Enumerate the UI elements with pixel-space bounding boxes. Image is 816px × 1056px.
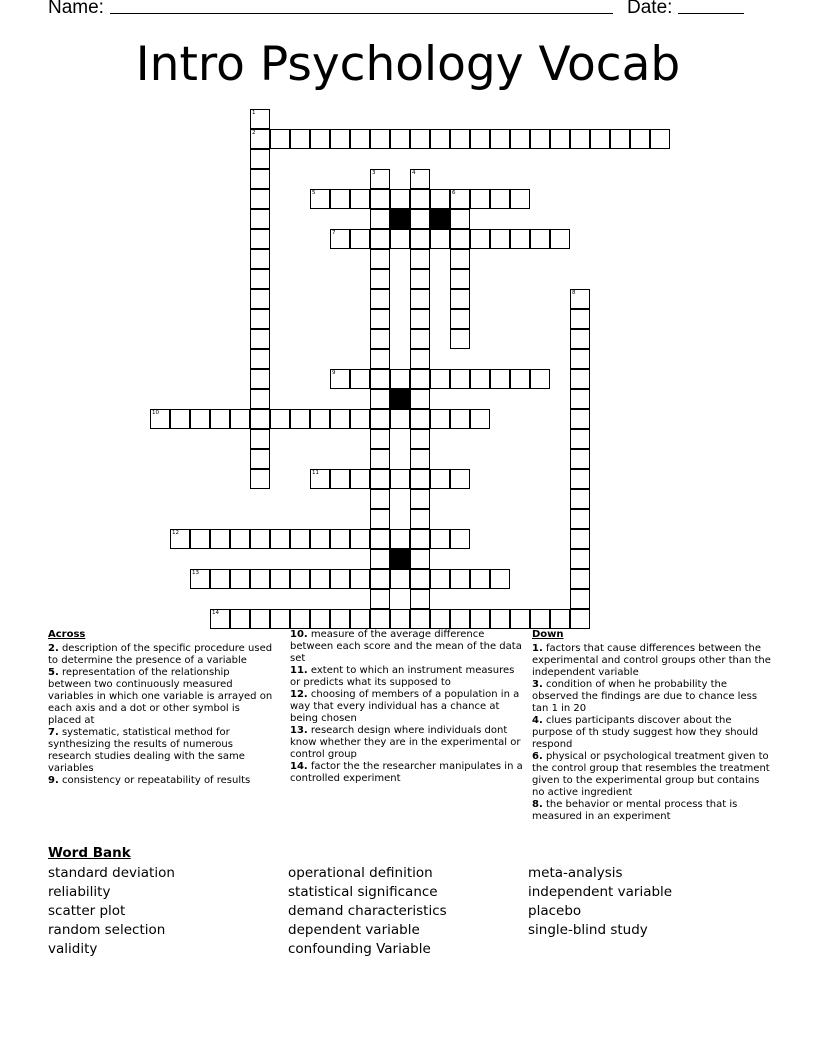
crossword-cell[interactable]	[330, 609, 350, 629]
down-heading: Down	[532, 629, 564, 640]
crossword-cell[interactable]	[310, 409, 330, 429]
crossword-cell[interactable]	[250, 169, 270, 189]
crossword-cell[interactable]	[410, 229, 430, 249]
clue-number: 2	[252, 130, 256, 136]
crossword-cell[interactable]	[350, 129, 370, 149]
crossword-cell[interactable]	[270, 529, 290, 549]
crossword-cell[interactable]	[170, 529, 190, 549]
crossword-cell[interactable]	[410, 209, 430, 229]
crossword-cell[interactable]	[250, 249, 270, 269]
crossword-cell[interactable]	[410, 169, 430, 189]
crossword-cell[interactable]	[310, 129, 330, 149]
crossword-cell[interactable]	[550, 229, 570, 249]
crossword-cell[interactable]	[410, 369, 430, 389]
crossword-cell[interactable]	[330, 469, 350, 489]
clue-number: 5	[312, 190, 316, 196]
crossword-cell[interactable]	[570, 389, 590, 409]
crossword-cell[interactable]	[210, 409, 230, 429]
crossword-cell[interactable]	[150, 409, 170, 429]
crossword-cell[interactable]	[250, 389, 270, 409]
crossword-cell[interactable]	[250, 369, 270, 389]
crossword-cell[interactable]	[330, 229, 350, 249]
crossword-cell[interactable]	[370, 289, 390, 309]
crossword-cell[interactable]	[410, 309, 430, 329]
crossword-cell[interactable]	[410, 529, 430, 549]
crossword-cell[interactable]	[250, 229, 270, 249]
crossword-cell[interactable]	[510, 609, 530, 629]
crossword-cell[interactable]	[410, 349, 430, 369]
crossword-cell[interactable]	[370, 329, 390, 349]
crossword-cell[interactable]	[390, 409, 410, 429]
crossword-cell[interactable]	[310, 469, 330, 489]
crossword-cell[interactable]	[250, 469, 270, 489]
crossword-cell[interactable]	[450, 269, 470, 289]
crossword-cell[interactable]	[610, 129, 630, 149]
crossword-cell[interactable]	[330, 409, 350, 429]
crossword-cell[interactable]	[170, 409, 190, 429]
clue-across-10: 10. measure of the average difference between each score and the mean of the data set	[290, 629, 522, 664]
crossword-cell[interactable]	[410, 409, 430, 429]
crossword-cell[interactable]	[330, 569, 350, 589]
crossword-cell[interactable]	[350, 609, 370, 629]
clue-down-3: 3. condition of when he probability the observed the findings are due to chance less tan 1 in 20	[532, 679, 758, 714]
crossword-cell[interactable]	[430, 529, 450, 549]
crossword-cell[interactable]	[470, 189, 490, 209]
crossword-cell[interactable]	[410, 329, 430, 349]
crossword-cell[interactable]	[410, 389, 430, 409]
crossword-cell[interactable]	[390, 609, 410, 629]
crossword-cell[interactable]	[570, 129, 590, 149]
crossword-cell[interactable]	[410, 609, 430, 629]
crossword-cell[interactable]	[370, 489, 390, 509]
word-bank-item: placebo	[528, 903, 582, 919]
crossword-cell[interactable]	[470, 409, 490, 429]
word-bank-col-1	[48, 864, 175, 959]
crossword-cell[interactable]	[370, 249, 390, 269]
word-bank-item: statistical significance	[288, 884, 438, 900]
crossword-cell[interactable]	[330, 189, 350, 209]
crossword-cell[interactable]	[370, 529, 390, 549]
crossword-cell[interactable]	[370, 569, 390, 589]
crossword-cell[interactable]	[190, 569, 210, 589]
crossword-cell[interactable]	[250, 189, 270, 209]
clue-number: 4	[412, 170, 416, 176]
crossword-cell[interactable]	[570, 349, 590, 369]
crossword-cell[interactable]	[370, 389, 390, 409]
word-bank-item: demand characteristics	[288, 903, 447, 919]
crossword-cell[interactable]	[210, 529, 230, 549]
page-title: Intro Psychology Vocab	[135, 37, 681, 92]
crossword-cell[interactable]	[370, 429, 390, 449]
crossword-cell[interactable]	[510, 229, 530, 249]
crossword-cell[interactable]	[470, 229, 490, 249]
crossword-cell[interactable]	[430, 609, 450, 629]
crossword-cell[interactable]	[570, 289, 590, 309]
crossword-cell[interactable]	[470, 129, 490, 149]
clue-number: 14	[212, 610, 219, 616]
clue-number: 3	[372, 170, 376, 176]
crossword-cell[interactable]	[430, 229, 450, 249]
black-square	[390, 209, 410, 229]
crossword-cell[interactable]	[370, 189, 390, 209]
word-bank-item: meta-analysis	[528, 865, 623, 881]
crossword-cell[interactable]	[250, 449, 270, 469]
crossword-cell[interactable]	[470, 369, 490, 389]
crossword-cell[interactable]	[210, 569, 230, 589]
clue-across-7: 7. systematic, statistical method for synthesizing the results of numerous research studies dealing with the same variables	[48, 727, 245, 774]
crossword-cell[interactable]	[570, 569, 590, 589]
crossword-cell[interactable]	[490, 569, 510, 589]
clue-across-12: 12. choosing of members of a population in a way that every individual has a chance at being chosen	[290, 689, 520, 724]
date-label: Date:	[627, 0, 673, 18]
crossword-cell[interactable]	[570, 329, 590, 349]
crossword-cell[interactable]	[410, 289, 430, 309]
clue-down-6: 6. physical or psychological treatment given to the control group that resembles the treatment given to the experimental group but contains no active ingredient	[532, 751, 770, 798]
crossword-cell[interactable]	[430, 129, 450, 149]
crossword-cell[interactable]	[570, 509, 590, 529]
clue-down-4: 4. clues participants discover about the purpose of th study suggest how they should respond	[532, 715, 759, 750]
crossword-cell[interactable]	[570, 489, 590, 509]
crossword-cell[interactable]	[390, 529, 410, 549]
crossword-cell[interactable]	[450, 209, 470, 229]
crossword-cell[interactable]	[390, 569, 410, 589]
crossword-cell[interactable]	[390, 469, 410, 489]
crossword-cell[interactable]	[410, 249, 430, 269]
crossword-cell[interactable]	[650, 129, 670, 149]
crossword-cell[interactable]	[370, 469, 390, 489]
crossword-cell[interactable]	[490, 609, 510, 629]
crossword-cell[interactable]	[450, 469, 470, 489]
clue-number: 9	[332, 370, 336, 376]
word-bank-item: validity	[48, 941, 98, 957]
crossword-cell[interactable]	[250, 129, 270, 149]
crossword-cell[interactable]	[310, 189, 330, 209]
crossword-cell[interactable]	[450, 529, 470, 549]
crossword-cell[interactable]	[350, 369, 370, 389]
down-clues	[532, 629, 772, 823]
crossword-cell[interactable]	[250, 609, 270, 629]
crossword-cell[interactable]	[410, 129, 430, 149]
crossword-cell[interactable]	[370, 449, 390, 469]
crossword-cell[interactable]	[370, 509, 390, 529]
crossword-cell[interactable]	[310, 609, 330, 629]
crossword-cell[interactable]	[350, 569, 370, 589]
crossword-cell[interactable]	[450, 609, 470, 629]
word-bank-col-2	[288, 864, 447, 959]
name-label: Name:	[48, 0, 104, 18]
crossword-cell[interactable]	[570, 369, 590, 389]
crossword-cell[interactable]	[410, 589, 430, 609]
word-bank-col-3	[528, 864, 672, 940]
word-bank-item: reliability	[48, 884, 111, 900]
crossword-cell[interactable]	[450, 329, 470, 349]
crossword-cell[interactable]	[410, 469, 430, 489]
crossword-cell[interactable]	[390, 369, 410, 389]
black-square	[390, 389, 410, 409]
crossword-cell[interactable]	[490, 369, 510, 389]
crossword-cell[interactable]	[250, 429, 270, 449]
crossword-cell[interactable]	[370, 409, 390, 429]
crossword-cell[interactable]	[450, 129, 470, 149]
across-clues-col1	[48, 629, 274, 787]
crossword-cell[interactable]	[530, 129, 550, 149]
crossword-cell[interactable]	[370, 369, 390, 389]
clue-number: 12	[172, 530, 179, 536]
word-bank-title: Word Bank	[48, 845, 131, 861]
crossword-cell[interactable]	[570, 309, 590, 329]
crossword-cell[interactable]	[330, 369, 350, 389]
crossword-cell[interactable]	[310, 529, 330, 549]
crossword-cell[interactable]	[450, 189, 470, 209]
crossword-cell[interactable]	[230, 609, 250, 629]
crossword-cell[interactable]	[570, 429, 590, 449]
crossword-cell[interactable]	[290, 569, 310, 589]
crossword-cell[interactable]	[350, 409, 370, 429]
crossword-cell[interactable]	[450, 409, 470, 429]
crossword-cell[interactable]	[530, 369, 550, 389]
crossword-cell[interactable]	[190, 529, 210, 549]
crossword-cell[interactable]	[290, 609, 310, 629]
crossword-cell[interactable]	[370, 269, 390, 289]
crossword-cell[interactable]	[370, 209, 390, 229]
word-bank-item: operational definition	[288, 865, 433, 881]
clue-number: 13	[192, 570, 199, 576]
crossword-cell[interactable]	[630, 129, 650, 149]
crossword-cell[interactable]	[270, 569, 290, 589]
crossword-cell[interactable]	[250, 309, 270, 329]
crossword-cell[interactable]	[450, 569, 470, 589]
crossword-cell[interactable]	[430, 409, 450, 429]
crossword-cell[interactable]	[450, 369, 470, 389]
word-bank-item: random selection	[48, 922, 166, 938]
crossword-cell[interactable]	[370, 169, 390, 189]
crossword-cell[interactable]	[410, 189, 430, 209]
word-bank-item: confounding Variable	[288, 941, 431, 957]
crossword-cell[interactable]	[450, 289, 470, 309]
clue-across-13: 13. research design where individuals dont know whether they are in the experimental or control group	[290, 725, 521, 760]
crossword-cell[interactable]	[350, 529, 370, 549]
word-bank	[48, 845, 788, 957]
crossword-cell[interactable]	[350, 229, 370, 249]
crossword-cell[interactable]	[570, 609, 590, 629]
crossword-cell[interactable]	[370, 229, 390, 249]
crossword-cell[interactable]	[570, 589, 590, 609]
crossword-cell[interactable]	[430, 469, 450, 489]
crossword-cell[interactable]	[410, 509, 430, 529]
crossword-cell[interactable]	[230, 409, 250, 429]
word-bank-item: standard deviation	[48, 865, 175, 881]
clue-across-2: 2. description of the specific procedure used to determine the presence of a variable	[48, 643, 273, 666]
crossword-cell[interactable]	[390, 229, 410, 249]
across-clues-col2	[290, 629, 526, 785]
crossword-cell[interactable]	[250, 149, 270, 169]
crossword-cell[interactable]	[450, 229, 470, 249]
crossword-cell[interactable]	[410, 489, 430, 509]
crossword-cell[interactable]	[390, 189, 410, 209]
crossword-cell[interactable]	[430, 189, 450, 209]
across-heading: Across	[48, 629, 86, 640]
word-bank-item: independent variable	[528, 884, 673, 900]
clue-number: 1	[252, 110, 256, 116]
crossword-cell[interactable]	[570, 449, 590, 469]
crossword-cell[interactable]	[310, 569, 330, 589]
crossword-cell[interactable]	[510, 129, 530, 149]
crossword-cell[interactable]	[430, 569, 450, 589]
crossword-cell[interactable]	[370, 609, 390, 629]
crossword-cell[interactable]	[410, 269, 430, 289]
crossword-cell[interactable]	[290, 129, 310, 149]
crossword-cell[interactable]	[250, 329, 270, 349]
crossword-cell[interactable]	[570, 529, 590, 549]
crossword-cell[interactable]	[490, 189, 510, 209]
crossword-cell[interactable]	[330, 129, 350, 149]
crossword-cell[interactable]	[530, 229, 550, 249]
crossword-cell[interactable]	[250, 109, 270, 129]
crossword-cell[interactable]	[430, 369, 450, 389]
clue-across-5: 5. representation of the relationship between two continuously measured variables in which one variable is arrayed on each axis and a dot or other symbol is placed at	[48, 667, 273, 726]
crossword-cell[interactable]	[370, 129, 390, 149]
crossword-cell[interactable]	[230, 569, 250, 589]
black-square	[430, 209, 450, 229]
word-bank-item: single-blind study	[528, 922, 648, 938]
clue-number: 6	[452, 190, 456, 196]
crossword-cell[interactable]	[210, 609, 230, 629]
clue-number: 8	[572, 290, 576, 296]
clue-across-11: 11. extent to which an instrument measures or predicts what its supposed to	[290, 665, 515, 688]
crossword-cell[interactable]	[490, 229, 510, 249]
crossword-cell[interactable]	[550, 129, 570, 149]
crossword-cell[interactable]	[410, 549, 430, 569]
crossword-cell[interactable]	[410, 429, 430, 449]
crossword-cell[interactable]	[270, 129, 290, 149]
crossword-cell[interactable]	[370, 549, 390, 569]
crossword-cell[interactable]	[270, 609, 290, 629]
crossword-cell[interactable]	[230, 529, 250, 549]
crossword-cell[interactable]	[350, 189, 370, 209]
crossword-cell[interactable]	[250, 269, 270, 289]
clue-down-1: 1. factors that cause differences between the experimental and control groups other than the independent variable	[532, 643, 771, 678]
crossword-cell[interactable]	[370, 589, 390, 609]
crossword-cell[interactable]	[390, 129, 410, 149]
crossword-cell[interactable]	[410, 569, 430, 589]
clue-across-9: 9. consistency or repeatability of results	[48, 775, 251, 786]
crossword-cell[interactable]	[530, 609, 550, 629]
crossword-cell[interactable]	[410, 449, 430, 469]
crossword-cell[interactable]	[250, 409, 270, 429]
clue-across-14: 14. factor the the researcher manipulates in a controlled experiment	[290, 761, 523, 784]
crossword-cell[interactable]	[570, 469, 590, 489]
crossword-cell[interactable]	[250, 349, 270, 369]
clue-number: 11	[312, 470, 319, 476]
crossword-cell[interactable]	[250, 529, 270, 549]
crossword-cell[interactable]	[190, 409, 210, 429]
black-square	[390, 549, 410, 569]
crossword-cell[interactable]	[290, 529, 310, 549]
crossword-cell[interactable]	[450, 249, 470, 269]
crossword-cell[interactable]	[370, 309, 390, 329]
crossword-cell[interactable]	[550, 609, 570, 629]
crossword-cell[interactable]	[510, 189, 530, 209]
crossword-cell[interactable]	[570, 409, 590, 429]
crossword-cell[interactable]	[510, 369, 530, 389]
crossword-cell[interactable]	[330, 529, 350, 549]
crossword-cell[interactable]	[570, 549, 590, 569]
crossword-cell[interactable]	[250, 289, 270, 309]
crossword-cell[interactable]	[590, 129, 610, 149]
crossword-cell[interactable]	[370, 349, 390, 369]
crossword-cell[interactable]	[470, 609, 490, 629]
clue-down-8: 8. the behavior or mental process that is measured in an experiment	[532, 799, 738, 822]
clue-number: 10	[152, 410, 159, 416]
clue-number: 7	[332, 230, 336, 236]
crossword-cell[interactable]	[490, 129, 510, 149]
crossword-cell[interactable]	[470, 569, 490, 589]
word-bank-item: dependent variable	[288, 922, 420, 938]
crossword-cell[interactable]	[350, 469, 370, 489]
crossword-cell[interactable]	[450, 309, 470, 329]
crossword-cell[interactable]	[250, 209, 270, 229]
crossword-cell[interactable]	[290, 409, 310, 429]
crossword-cell[interactable]	[270, 409, 290, 429]
crossword-cell[interactable]	[250, 569, 270, 589]
word-bank-item: scatter plot	[48, 903, 126, 919]
